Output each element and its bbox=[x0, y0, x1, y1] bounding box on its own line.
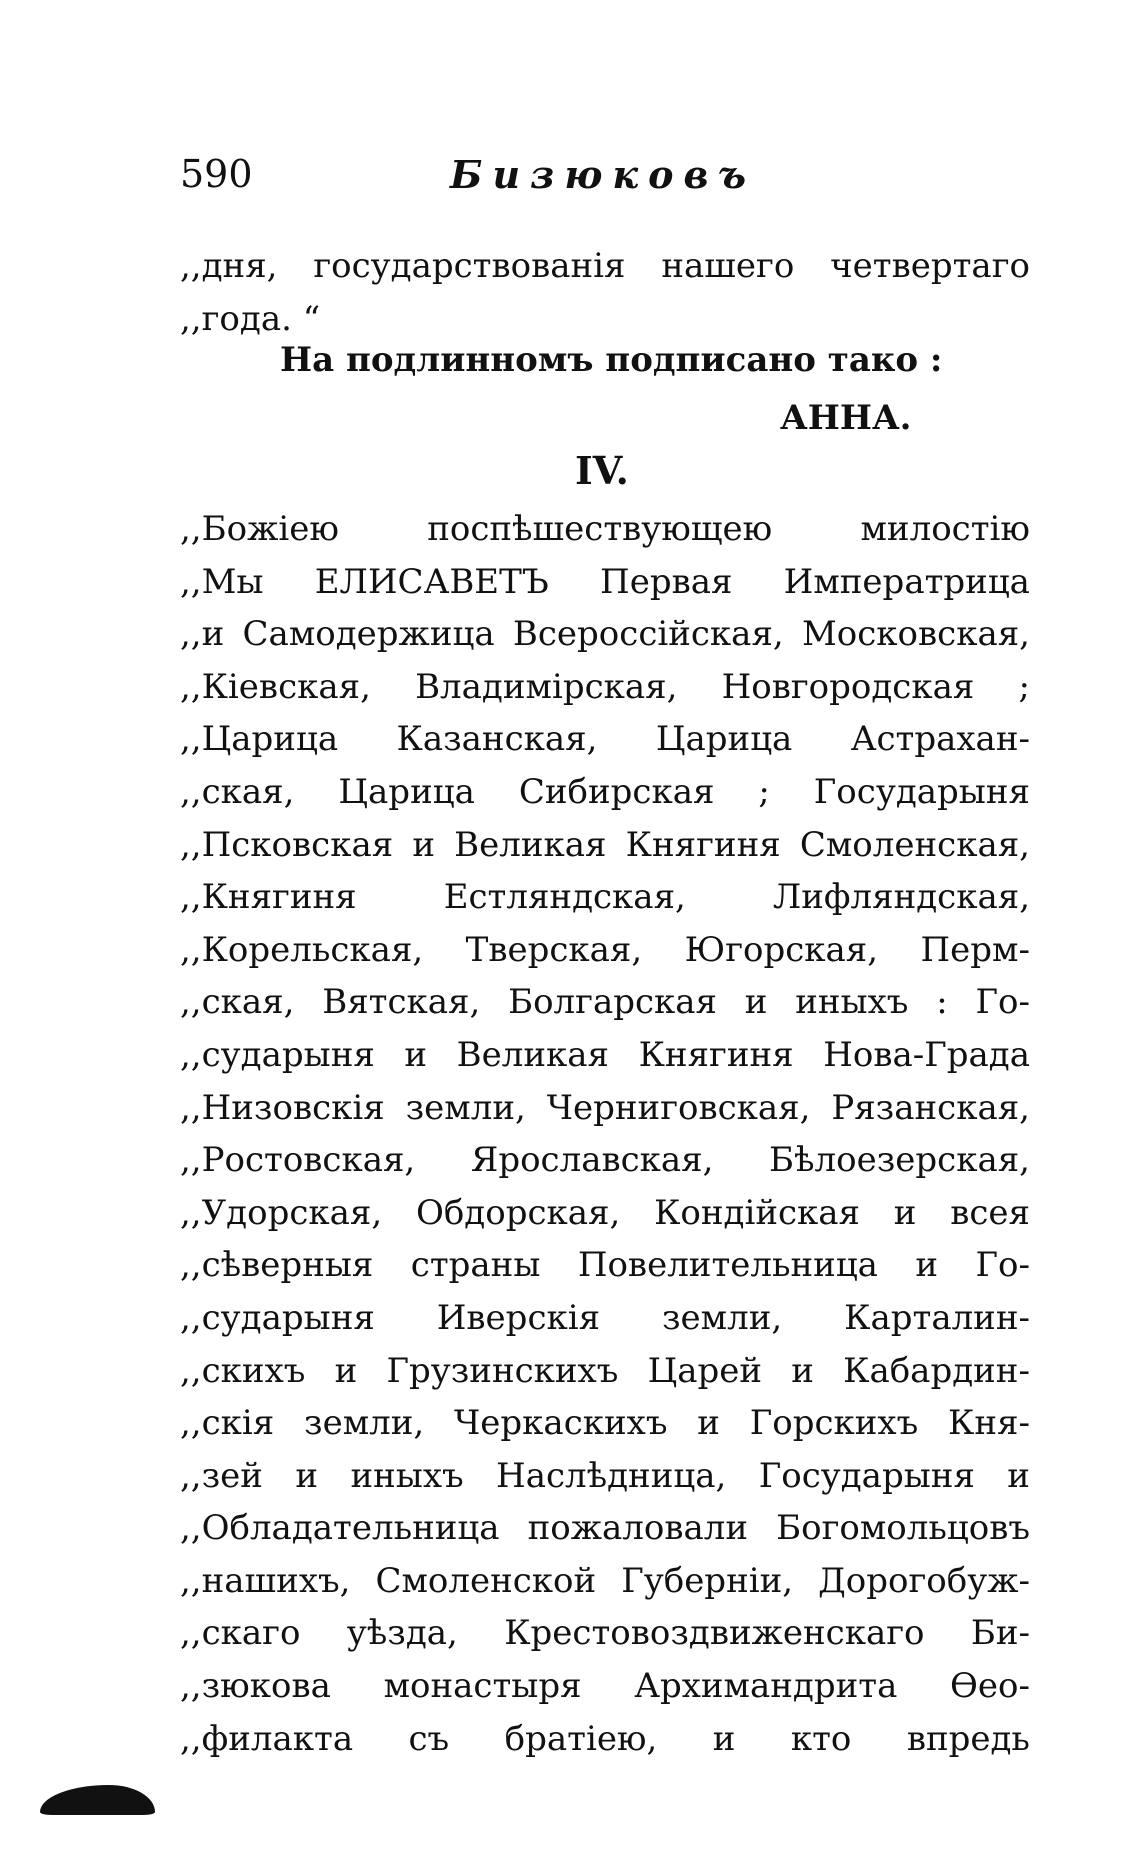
word: ,,нашихъ, bbox=[180, 1560, 351, 1601]
body-text bbox=[180, 503, 1030, 1765]
word: и bbox=[893, 1192, 917, 1233]
text-line bbox=[180, 503, 1030, 556]
word: и bbox=[404, 1034, 428, 1075]
text-line bbox=[180, 1292, 1030, 1345]
word: ,,сѣверныя bbox=[180, 1245, 374, 1286]
text-line bbox=[180, 924, 1030, 977]
word: Повелительница bbox=[577, 1245, 878, 1286]
word: ,,Божіею bbox=[180, 509, 339, 549]
word: Самодержица bbox=[242, 614, 495, 655]
word: Кня- bbox=[948, 1403, 1030, 1444]
word: иныхъ bbox=[350, 1455, 464, 1496]
word: ,,ская, bbox=[180, 982, 295, 1023]
word: Великая bbox=[454, 824, 607, 865]
word: Казанская, bbox=[396, 719, 598, 760]
word: Нова-Града bbox=[823, 1034, 1030, 1075]
word: Болгарская bbox=[508, 982, 717, 1023]
word: Царица bbox=[338, 771, 475, 812]
word: Смоленская, bbox=[799, 824, 1030, 865]
word: государствованія bbox=[313, 246, 626, 286]
text-line bbox=[180, 1450, 1030, 1503]
word: Вятская, bbox=[322, 982, 481, 1023]
word: и bbox=[295, 1455, 319, 1496]
text-line bbox=[180, 766, 1030, 819]
word: и bbox=[1007, 1455, 1030, 1496]
word: и bbox=[712, 1718, 736, 1759]
word: и bbox=[412, 824, 436, 865]
text-line bbox=[180, 1082, 1030, 1135]
word: ,,скихъ bbox=[180, 1350, 306, 1391]
text-line bbox=[180, 819, 1030, 872]
text-line bbox=[180, 1239, 1030, 1292]
ink-smudge bbox=[40, 1785, 155, 1815]
word: Московская, bbox=[801, 614, 1030, 655]
word: Владимірская, bbox=[415, 666, 678, 707]
text-line bbox=[180, 556, 1030, 609]
word: Всероссійская, bbox=[512, 614, 784, 655]
word: Великая bbox=[456, 1034, 610, 1075]
word: Императрица bbox=[783, 561, 1030, 602]
word: ,,скія bbox=[180, 1403, 275, 1444]
section-number: IV. bbox=[575, 448, 629, 493]
word: ; bbox=[758, 771, 770, 812]
word: Иверскія bbox=[436, 1297, 601, 1338]
word: Ярославская, bbox=[470, 1140, 714, 1181]
word: ,,Корельская, bbox=[180, 929, 424, 970]
word: Естляндская, bbox=[443, 877, 686, 918]
word: пожаловали bbox=[527, 1508, 749, 1549]
word: ,,ская, bbox=[180, 771, 295, 812]
intro-text bbox=[180, 240, 1030, 345]
text-line bbox=[180, 608, 1030, 661]
word: ,,Ростовская, bbox=[180, 1140, 416, 1181]
text-line bbox=[180, 976, 1030, 1029]
word: кто bbox=[790, 1718, 852, 1759]
word: земли, bbox=[662, 1297, 783, 1338]
word: братіею, bbox=[504, 1718, 658, 1759]
word: и bbox=[334, 1350, 358, 1391]
word: и bbox=[697, 1403, 720, 1444]
word: Би- bbox=[970, 1613, 1030, 1654]
word: Бѣлоезерская, bbox=[769, 1140, 1030, 1181]
word: Югорская, bbox=[684, 929, 879, 970]
word: Лифляндская, bbox=[772, 877, 1030, 918]
word: и bbox=[791, 1350, 814, 1391]
word: ,,зюкова bbox=[180, 1666, 331, 1707]
signature: АННА. bbox=[780, 398, 912, 438]
text-line bbox=[180, 1502, 1030, 1555]
word: ,,филакта bbox=[180, 1718, 354, 1759]
word: Княгиня bbox=[638, 1034, 794, 1075]
word: и bbox=[915, 1245, 939, 1286]
running-head: Бизюковъ bbox=[450, 152, 757, 197]
word: Го- bbox=[975, 1245, 1030, 1286]
text-line bbox=[180, 1607, 1030, 1660]
word: ,,Низовскія bbox=[180, 1087, 385, 1128]
text-line bbox=[180, 1555, 1030, 1608]
word: ,,Княгиня bbox=[180, 877, 357, 918]
word: и bbox=[744, 982, 768, 1023]
word: ,,зей bbox=[180, 1455, 263, 1496]
word: впредь bbox=[906, 1718, 1030, 1759]
word: всея bbox=[950, 1192, 1030, 1233]
word: ,,Царица bbox=[180, 719, 339, 760]
word: Княгиня bbox=[625, 824, 781, 865]
text-line bbox=[180, 713, 1030, 766]
word: поспѣшествующею bbox=[427, 509, 773, 549]
word: ,,скаго bbox=[180, 1613, 301, 1654]
page-number: 590 bbox=[180, 152, 253, 196]
text-line bbox=[180, 240, 1030, 293]
word: Тверская, bbox=[465, 929, 643, 970]
text-line bbox=[180, 1713, 1030, 1766]
word: Крестовоздвиженскаго bbox=[504, 1613, 925, 1654]
word: Смоленской bbox=[375, 1560, 597, 1601]
text-line bbox=[180, 1187, 1030, 1240]
word: Го- bbox=[975, 982, 1030, 1023]
word: ,,Обладательница bbox=[180, 1508, 500, 1549]
text-line: ,,года. “ bbox=[180, 298, 321, 339]
word: земли, bbox=[304, 1403, 425, 1444]
word: ,,Мы bbox=[180, 561, 264, 602]
word: ,,Псковская bbox=[180, 824, 394, 865]
page-header bbox=[180, 152, 1020, 202]
word: Дорогобуж- bbox=[818, 1560, 1030, 1601]
word: ,,дня, bbox=[180, 246, 278, 286]
word: уѣзда, bbox=[346, 1613, 458, 1654]
word: ,,и bbox=[180, 614, 225, 655]
word: ; bbox=[1018, 666, 1030, 707]
word: Кондійская bbox=[654, 1192, 860, 1233]
word: съ bbox=[408, 1718, 450, 1759]
text-line bbox=[180, 1660, 1030, 1713]
word: Черкаскихъ bbox=[454, 1403, 668, 1444]
word: Первая bbox=[600, 561, 733, 602]
word: земли, bbox=[405, 1087, 526, 1128]
word: монастыря bbox=[383, 1666, 582, 1707]
word: ,,Кіевская, bbox=[180, 666, 371, 707]
word: Астрахан- bbox=[850, 719, 1030, 760]
word: милостію bbox=[860, 509, 1030, 549]
word: четвертаго bbox=[830, 246, 1030, 286]
word: Царей bbox=[647, 1350, 763, 1391]
word: Архимандрита bbox=[634, 1666, 898, 1707]
word: Горскихъ bbox=[749, 1403, 919, 1444]
word: Грузинскихъ bbox=[386, 1350, 619, 1391]
word: Обдорская, bbox=[415, 1192, 621, 1233]
word: страны bbox=[410, 1245, 541, 1286]
word: Рязанская, bbox=[831, 1087, 1030, 1128]
word: нашего bbox=[661, 246, 795, 286]
word: Новгородская bbox=[721, 666, 975, 707]
word: Государыня bbox=[813, 771, 1030, 812]
word: ЕЛИСАВЕТЪ bbox=[314, 561, 549, 602]
word: ,,сударыня bbox=[180, 1297, 375, 1338]
word: Сибирская bbox=[518, 771, 715, 812]
word: : bbox=[936, 982, 948, 1023]
word: Кабардин- bbox=[843, 1350, 1030, 1391]
word: Наслѣдница, bbox=[496, 1455, 727, 1496]
text-line bbox=[180, 1397, 1030, 1450]
text-line bbox=[180, 1029, 1030, 1082]
word: Государыня bbox=[758, 1455, 975, 1496]
word: Губерніи, bbox=[621, 1560, 794, 1601]
text-line bbox=[180, 1345, 1030, 1398]
text-line bbox=[180, 1134, 1030, 1187]
text-line bbox=[180, 661, 1030, 714]
word: ,,сударыня bbox=[180, 1034, 375, 1075]
word: Черниговская, bbox=[546, 1087, 811, 1128]
word: иныхъ bbox=[795, 982, 909, 1023]
word: Ѳео- bbox=[950, 1666, 1030, 1707]
word: Перм- bbox=[920, 929, 1030, 970]
word: ,,Удорская, bbox=[180, 1192, 383, 1233]
word: Богомольцовъ bbox=[776, 1508, 1030, 1549]
word: Карталин- bbox=[844, 1297, 1030, 1338]
word: Царица bbox=[655, 719, 793, 760]
signed-note: На подлинномъ подписано тако : bbox=[280, 340, 943, 380]
text-line bbox=[180, 871, 1030, 924]
